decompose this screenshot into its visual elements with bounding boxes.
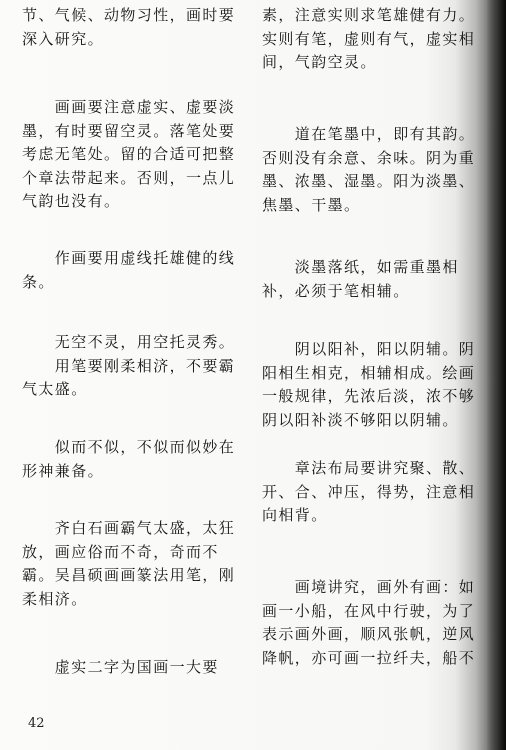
paragraph: 素，注意实则求笔雄健有力。 实则有笔，虚则有气，虚实相 间，气韵空灵。 (262, 6, 476, 71)
paragraph: 节、气候、动物习性，画时要 深入研究。 (22, 6, 236, 48)
paragraph: 齐白石画霸气太盛，太狂 放，画应俗而不奇，奇而不 霸。吴昌硕画画篆法用笔，刚 柔相济。 (22, 519, 236, 608)
paragraph: 似而不似，不似而似妙在 形神兼备。 (22, 438, 236, 480)
page-number: 42 (28, 716, 45, 731)
paragraph: 道在笔墨中，即有其韵。 否则没有余意、余味。阴为重 墨、浓墨、湿墨。阳为淡墨、 焦墨、干墨。 (262, 125, 476, 214)
paragraph: 章法布局要讲究聚、散、 开、合、冲压，得势，注意相 向相背。 (262, 459, 476, 524)
paragraph: 作画要用虚线托雄健的线 条。 (22, 249, 236, 291)
binding-shadow (486, 0, 506, 750)
paragraph: 画画要注意虚实、虚要淡 墨，有时要留空灵。落笔处要 考虑无笔处。留的合适可把整 个章法带起来。否则，一点儿 气韵也没有。 (22, 98, 236, 210)
paragraph: 无空不灵，用空托灵秀。 用笔要刚柔相济，不要霸 气太盛。 (22, 333, 236, 398)
paragraph: 阴以阳补，阳以阴辅。阴 阳相生相克，相辅相成。绘画 一般规律，先浓后淡，浓不够 阴以阳补淡不够阳以阴辅。 (262, 340, 476, 429)
paragraph: 虚实二字为国画一大要 (22, 658, 219, 676)
paragraph: 画境讲究，画外有画：如 画一小船，在风中行驶，为了 表示画外画，顺风张帆，逆风 降帆，亦可画一拉纤夫，船不 (262, 578, 476, 667)
paragraph: 淡墨落纸，如需重墨相 补，必须于笔相辅。 (262, 258, 459, 300)
